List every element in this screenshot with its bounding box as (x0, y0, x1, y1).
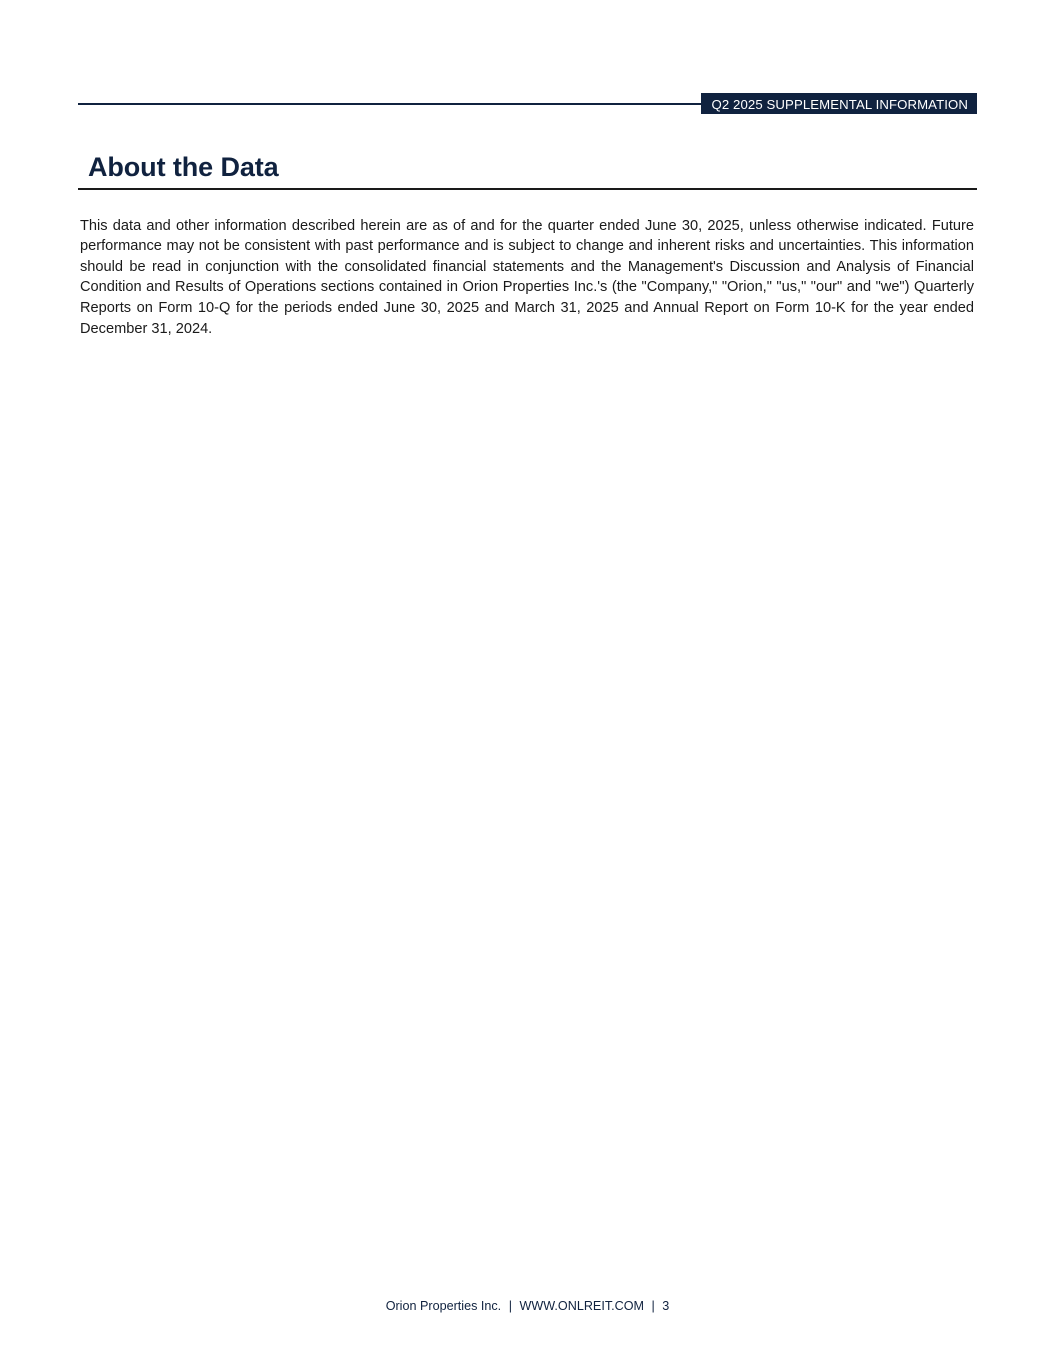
header-section-tag: Q2 2025 SUPPLEMENTAL INFORMATION (701, 93, 977, 114)
footer-company-name: Orion Properties Inc. (385, 1299, 502, 1313)
title-divider (78, 188, 977, 190)
footer-separator-2: | (651, 1299, 655, 1313)
footer-separator-1: | (508, 1299, 512, 1313)
page-header (78, 93, 977, 114)
page-title: About the Data (88, 152, 279, 183)
footer-website: WWW.ONLREIT.COM (519, 1299, 644, 1313)
footer-page-number: 3 (662, 1299, 670, 1313)
about-the-data-paragraph: This data and other information described herein are as of and for the quarter ended June 30, 2025, unless otherwise indicated. Future performance may not be consistent with past performance and is subject to change and inherent risks and uncertainties. This information should be read in conjunction with the consolidated financial statements and the Management's Discussion and Analysis of Financial Condition and Results of Operations sections contained in Orion Properties Inc.'s (the "Company," "Orion," "us," "our" and "we") Quarterly Reports on Form 10-Q for the periods ended June 30, 2025 and March 31, 2025 and Annual Report on Form 10-K for the year ended December 31, 2024. (80, 217, 974, 337)
page-footer (0, 1299, 1055, 1313)
